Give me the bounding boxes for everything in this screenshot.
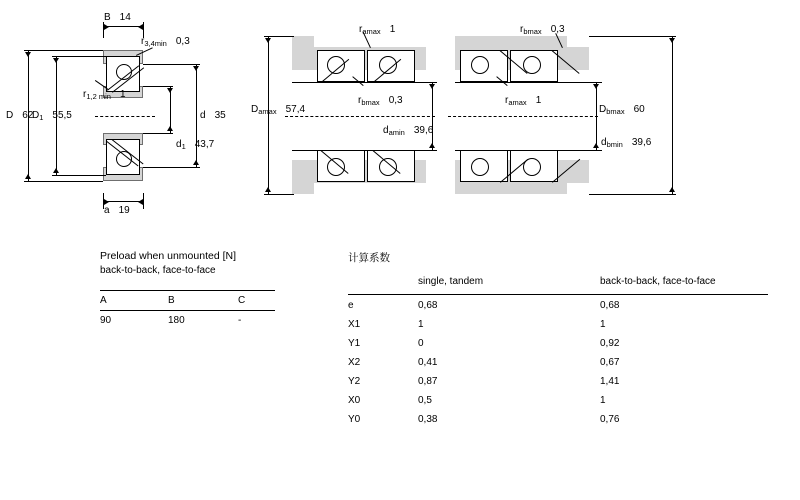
- dim-d: d 35: [200, 110, 226, 121]
- factor-pair: 1: [600, 395, 606, 406]
- factor-label: X0: [348, 395, 361, 406]
- factors-table: [348, 250, 768, 425]
- factors-col-pair: back-to-back, face-to-face: [600, 276, 716, 287]
- factor-single: 0,68: [418, 300, 438, 311]
- factor-label: X1: [348, 319, 361, 330]
- factor-single: 0,38: [418, 414, 438, 425]
- factor-pair: 0,76: [600, 414, 620, 425]
- dim-ramax-left: $r_{amax}$ 1: [359, 24, 396, 36]
- dim-dbmin: $d_{bmin}$ 39,6: [601, 137, 652, 149]
- factor-label: e: [348, 300, 354, 311]
- factor-pair: 0,68: [600, 300, 620, 311]
- preload-value-B: 180: [168, 315, 185, 326]
- factor-pair: 1: [600, 319, 606, 330]
- factor-pair: 0,92: [600, 338, 620, 349]
- preload-header-C: C: [238, 295, 246, 306]
- factor-single: 0,41: [418, 357, 438, 368]
- preload-header-A: A: [100, 295, 107, 306]
- dim-d1: $d_1$ 43,7: [176, 139, 215, 151]
- factor-pair: 1,41: [600, 376, 620, 387]
- dim-D: D 62: [6, 110, 34, 121]
- preload-header-B: B: [168, 295, 175, 306]
- factor-label: X2: [348, 357, 361, 368]
- dim-Damax: $D_{amax}$ 57,4: [251, 104, 306, 116]
- dim-r34min: $r_{3,4min}$ 0,3: [141, 36, 190, 48]
- factor-label: Y1: [348, 338, 361, 349]
- dim-damin: $d_{amin}$ 39,6: [383, 125, 434, 137]
- preload-value-A: 90: [100, 315, 112, 326]
- factor-single: 1: [418, 319, 424, 330]
- factor-single: 0,87: [418, 376, 438, 387]
- factor-pair: 0,67: [600, 357, 620, 368]
- dim-a: a 19: [104, 205, 130, 216]
- dim-rbmax-left: $r_{bmax}$ 0,3: [358, 95, 403, 107]
- dim-ramax-right: $r_{amax}$ 1: [505, 95, 542, 107]
- dim-Dbmax: $D_{bmax}$ 60: [599, 104, 645, 116]
- factor-label: Y2: [348, 376, 361, 387]
- preload-table: [100, 250, 300, 326]
- factors-table-title: 计算系数: [348, 252, 390, 264]
- preload-table-title: Preload when unmounted [N]: [100, 250, 237, 262]
- factor-single: 0: [418, 338, 424, 349]
- preload-value-C: -: [238, 315, 242, 326]
- factor-label: Y0: [348, 414, 361, 425]
- left-drawing-group: [0, 0, 250, 240]
- factor-single: 0,5: [418, 395, 432, 406]
- factors-col-single: single, tandem: [418, 276, 484, 287]
- dim-rbmax-right: $r_{bmax}$ 0,3: [520, 24, 565, 36]
- preload-table-subtitle: back-to-back, face-to-face: [100, 265, 216, 276]
- dim-D1: $D_1$ 55,5: [32, 110, 72, 122]
- dim-r12min: $r_{1,2 min}$ 1: [83, 89, 126, 101]
- dim-B: B 14: [104, 12, 131, 23]
- right-drawing-group: [251, 0, 800, 240]
